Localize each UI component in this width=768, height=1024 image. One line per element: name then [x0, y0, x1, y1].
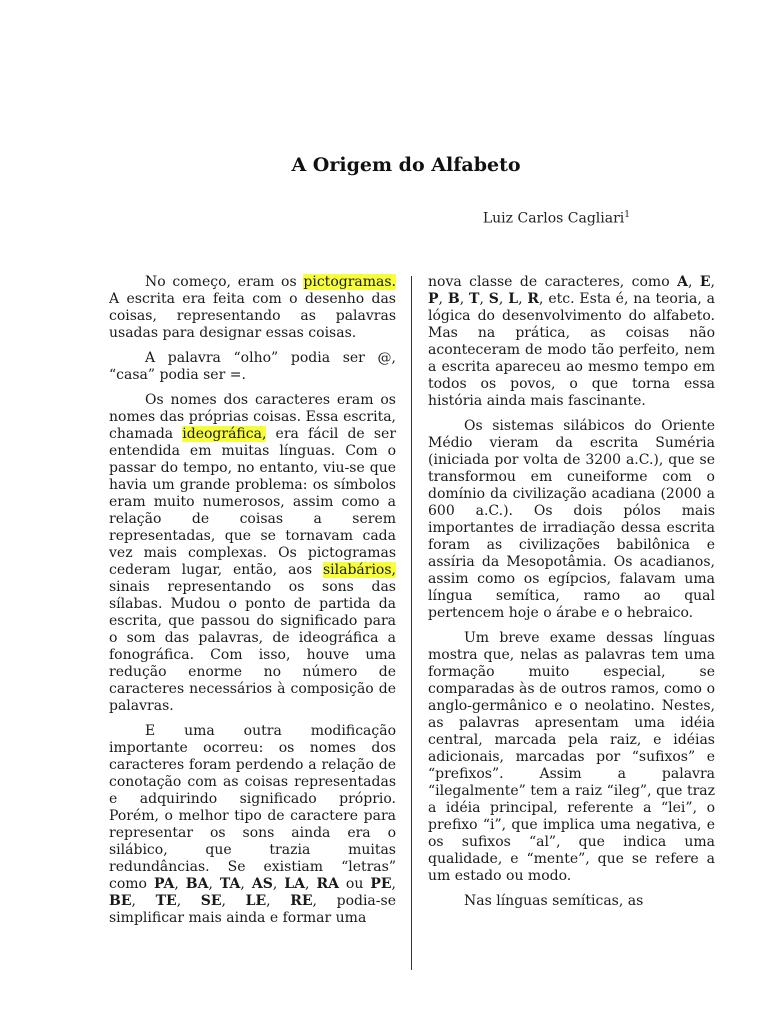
author-line: [483, 210, 630, 227]
footnote-marker: 1: [624, 210, 630, 220]
author-name: Luiz Carlos Cagliari: [482, 210, 625, 227]
paragraph: A palavra “olho” podia ser @, “casa” podia ser =.: [109, 350, 396, 383]
document-title: A Origem do Alfabeto: [291, 154, 521, 176]
right-column: [428, 274, 715, 918]
left-column: [109, 274, 396, 935]
highlight-silabarios: silabários,: [322, 562, 396, 578]
highlight-ideografica: ideográfica,: [182, 426, 267, 442]
paragraph: E uma outra modificação importante ocorreu: os nomes dos caracteres foram perdendo a relação de conotação com as coisas representadas e adquirindo significado próprio. Porém, o melhor tipo de caractere para representar os sons ainda era o silábico, que trazia muitas redundâncias. Se existiam “letras” como PA, BA, TA, AS, LA, RA ou PE, BE, TE, SE, LE, RE, podia-se simplificar mais ainda e formar uma: [109, 723, 396, 926]
highlight-pictogramas: pictogramas.: [303, 274, 396, 290]
paragraph: Os sistemas silábicos do Oriente Médio vieram da escrita Suméria (iniciada por volta de 3200 a.C.), que se transformou em cuneiforme com o domínio da civilização acadiana (2000 a 600 a.C.). Os dois pólos mais importantes de irradiação dessa escrita foram as civilizações babilônica e assíria da Mesopotâmia. Os acadianos, assim como os egípcios, falavam uma língua semítica, ramo ao qual pertencem hoje o árabe e o hebraico.: [428, 418, 715, 621]
paragraph: Os nomes dos caracteres eram os nomes das próprias coisas. Essa escrita, chamada ideográfica, era fácil de ser entendida em muitas línguas. Com o passar do tempo, no entanto, viu-se que havia um grande problema: os símbolos eram muito numerosos, assim como a relação de coisas a serem representadas, que se tornavam cada vez mais complexas. Os pictogramas cederam lugar, então, aos silabários, sinais representando os sons das sílabas. Mudou o ponto de partida da escrita, que passou do significado para o som das palavras, de ideográfica a fonográfica. Com isso, houve uma redução enorme no número de caracteres necessários à composição de palavras.: [109, 392, 397, 714]
paragraph: Um breve exame dessas línguas mostra que, nelas as palavras tem uma formação muito especial, se comparadas às de outros ramos, como o anglo-germânico e o neolatino. Nestes, as palavras apresentam uma idéia central, marcada pela raiz, e idéias adicionais, marcadas por “sufixos” e “prefixos”. Assim a palavra “ilegalmente” tem a raiz “ileg”, que traz a idéia principal, referente a “lei”, o prefixo “i”, que implica uma negativa, e os sufixos “al”, que indica uma qualidade, e “mente”, que se refere a um estado ou modo.: [428, 630, 715, 884]
paragraph: No começo, eram os pictogramas. A escrita era feita com o desenho das coisas, representando as palavras usadas para designar essas coisas.: [109, 274, 396, 341]
paragraph: Nas línguas semíticas, as: [464, 893, 644, 909]
column-divider: [411, 276, 412, 970]
paragraph: nova classe de caracteres, como A, E, P, B, T, S, L, R, etc. Esta é, na teoria, a lógica do desenvolvimento do alfabeto. Mas na prática, as coisas não aconteceram de modo tão perfeito, nem a escrita apareceu ao mesmo tempo em todos os povos, o que torna essa história ainda mais fascinante.: [428, 274, 716, 409]
